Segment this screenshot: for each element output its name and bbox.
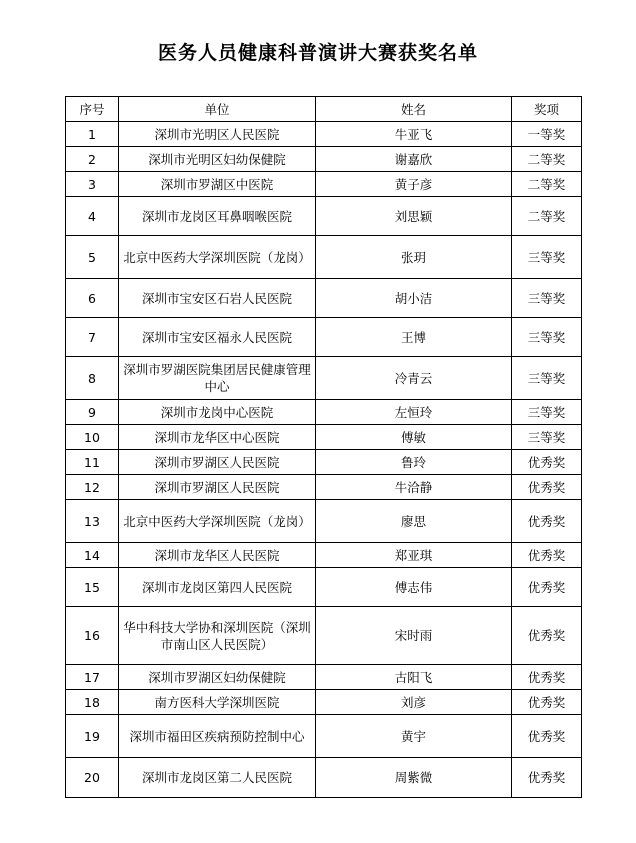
cell-unit: 深圳市龙岗中心医院 (119, 400, 316, 425)
cell-award: 优秀奖 (512, 500, 582, 543)
cell-award: 一等奖 (512, 122, 582, 147)
cell-seq: 16 (66, 607, 119, 665)
cell-name: 牛亚飞 (316, 122, 512, 147)
cell-name: 冷青云 (316, 357, 512, 400)
cell-award: 二等奖 (512, 197, 582, 236)
cell-award: 二等奖 (512, 147, 582, 172)
document-title: 医务人员健康科普演讲大赛获奖名单 (157, 42, 478, 64)
cell-award: 三等奖 (512, 425, 582, 450)
cell-unit: 深圳市光明区人民医院 (119, 122, 316, 147)
header-name: 姓名 (316, 97, 512, 122)
table-header-row (66, 97, 582, 122)
cell-name: 黄子彦 (316, 172, 512, 197)
table-row (66, 665, 582, 690)
cell-seq: 5 (66, 236, 119, 279)
cell-unit: 深圳市光明区妇幼保健院 (119, 147, 316, 172)
cell-seq: 7 (66, 318, 119, 357)
cell-award: 优秀奖 (512, 543, 582, 568)
cell-award: 优秀奖 (512, 607, 582, 665)
header-award: 奖项 (512, 97, 582, 122)
cell-seq: 19 (66, 715, 119, 758)
cell-unit: 华中科技大学协和深圳医院（深圳市南山区人民医院） (119, 607, 316, 665)
cell-seq: 10 (66, 425, 119, 450)
cell-name: 黄宇 (316, 715, 512, 758)
table-row (66, 568, 582, 607)
cell-award: 优秀奖 (512, 690, 582, 715)
cell-unit: 南方医科大学深圳医院 (119, 690, 316, 715)
cell-name: 牛洽静 (316, 475, 512, 500)
cell-award: 优秀奖 (512, 665, 582, 690)
cell-name: 廖思 (316, 500, 512, 543)
cell-name: 周紫微 (316, 758, 512, 798)
cell-unit: 深圳市罗湖区人民医院 (119, 475, 316, 500)
cell-unit: 深圳市龙华区人民医院 (119, 543, 316, 568)
cell-seq: 8 (66, 357, 119, 400)
cell-unit: 深圳市罗湖区妇幼保健院 (119, 665, 316, 690)
cell-seq: 1 (66, 122, 119, 147)
table-row (66, 400, 582, 425)
cell-name: 郑亚琪 (316, 543, 512, 568)
table-row (66, 318, 582, 357)
cell-seq: 14 (66, 543, 119, 568)
cell-award: 优秀奖 (512, 568, 582, 607)
cell-name: 古阳飞 (316, 665, 512, 690)
cell-seq: 2 (66, 147, 119, 172)
cell-award: 三等奖 (512, 318, 582, 357)
cell-name: 谢嘉欣 (316, 147, 512, 172)
header-seq: 序号 (66, 97, 119, 122)
table-row (66, 147, 582, 172)
cell-seq: 17 (66, 665, 119, 690)
cell-award: 三等奖 (512, 357, 582, 400)
table-row (66, 500, 582, 543)
table-row (66, 450, 582, 475)
cell-seq: 3 (66, 172, 119, 197)
cell-unit: 北京中医药大学深圳医院（龙岗） (119, 236, 316, 279)
table-row (66, 279, 582, 318)
cell-name: 鲁玲 (316, 450, 512, 475)
cell-award: 优秀奖 (512, 758, 582, 798)
cell-name: 刘彦 (316, 690, 512, 715)
cell-award: 三等奖 (512, 236, 582, 279)
cell-unit: 深圳市宝安区石岩人民医院 (119, 279, 316, 318)
table-row (66, 758, 582, 798)
cell-unit: 深圳市龙岗区耳鼻咽喉医院 (119, 197, 316, 236)
cell-name: 傅敏 (316, 425, 512, 450)
table-row (66, 357, 582, 400)
cell-seq: 12 (66, 475, 119, 500)
cell-unit: 深圳市宝安区福永人民医院 (119, 318, 316, 357)
cell-seq: 4 (66, 197, 119, 236)
cell-seq: 6 (66, 279, 119, 318)
cell-unit: 深圳市罗湖医院集团居民健康管理中心 (119, 357, 316, 400)
cell-name: 傅志伟 (316, 568, 512, 607)
cell-name: 刘思颖 (316, 197, 512, 236)
award-table (65, 96, 582, 798)
table-row (66, 172, 582, 197)
cell-seq: 18 (66, 690, 119, 715)
cell-award: 优秀奖 (512, 715, 582, 758)
table-row (66, 543, 582, 568)
table-row (66, 475, 582, 500)
cell-unit: 深圳市龙华区中心医院 (119, 425, 316, 450)
cell-seq: 13 (66, 500, 119, 543)
cell-name: 左恒玲 (316, 400, 512, 425)
cell-unit: 北京中医药大学深圳医院（龙岗） (119, 500, 316, 543)
cell-unit: 深圳市龙岗区第二人民医院 (119, 758, 316, 798)
header-unit: 单位 (119, 97, 316, 122)
table-row (66, 715, 582, 758)
cell-name: 胡小洁 (316, 279, 512, 318)
table-row (66, 122, 582, 147)
cell-unit: 深圳市龙岗区第四人民医院 (119, 568, 316, 607)
cell-seq: 11 (66, 450, 119, 475)
table-row (66, 197, 582, 236)
cell-unit: 深圳市罗湖区中医院 (119, 172, 316, 197)
cell-seq: 20 (66, 758, 119, 798)
cell-award: 二等奖 (512, 172, 582, 197)
cell-name: 王博 (316, 318, 512, 357)
cell-award: 优秀奖 (512, 475, 582, 500)
cell-unit: 深圳市福田区疾病预防控制中心 (119, 715, 316, 758)
cell-award: 优秀奖 (512, 450, 582, 475)
table-row (66, 690, 582, 715)
cell-unit: 深圳市罗湖区人民医院 (119, 450, 316, 475)
cell-seq: 9 (66, 400, 119, 425)
cell-award: 三等奖 (512, 400, 582, 425)
cell-seq: 15 (66, 568, 119, 607)
table-row (66, 425, 582, 450)
cell-name: 张玥 (316, 236, 512, 279)
table-row (66, 607, 582, 665)
table-row (66, 236, 582, 279)
cell-name: 宋时雨 (316, 607, 512, 665)
cell-award: 三等奖 (512, 279, 582, 318)
